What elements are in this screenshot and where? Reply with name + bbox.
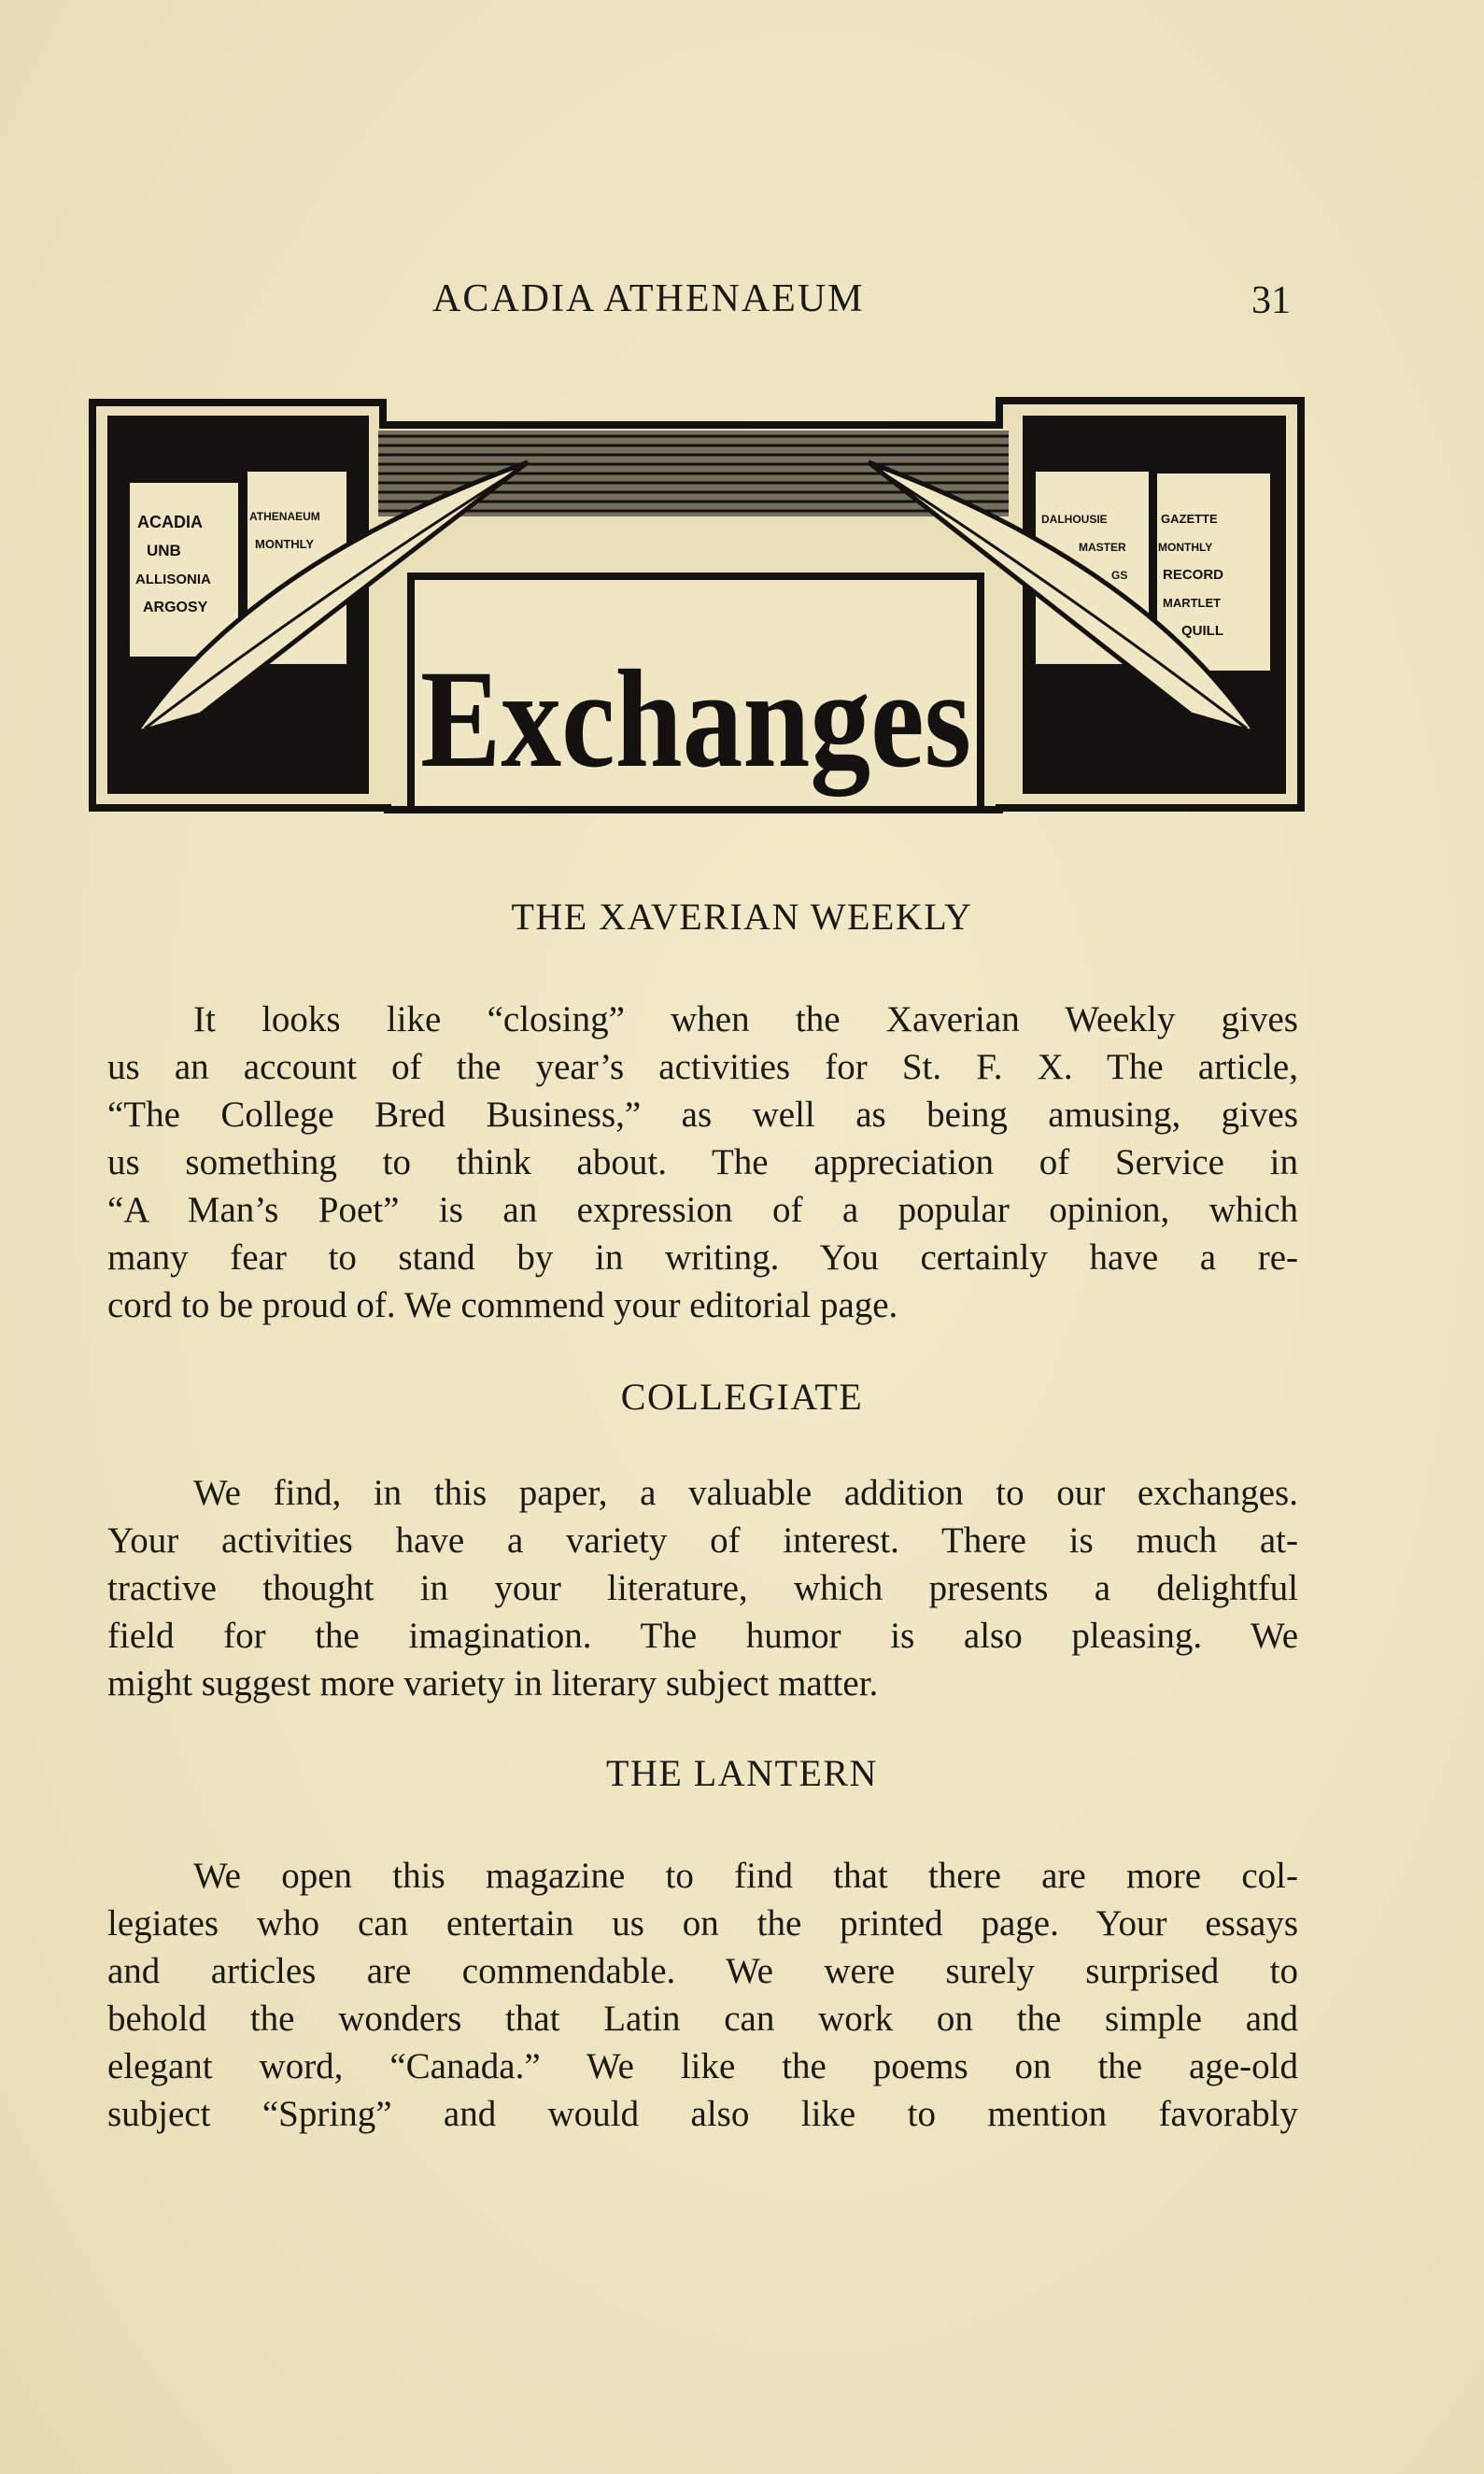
text-line: field for the imagination. The humor is also pleasing. We [107,1616,1298,1656]
text-line: us an account of the year’s activities for St. F. X. The article, [107,1047,1298,1087]
paragraph-xaverian-weekly [107,996,1298,1329]
text-line: It looks like “closing” when the Xaverian Weekly gives [193,999,1298,1039]
text-line: cord to be proud of. We commend your editorial page. [107,1285,898,1325]
running-title: ACADIA ATHENAEUM [432,277,865,320]
right-book-line-5: GS [1111,569,1128,582]
text-line: tractive thought in your literature, which presents a delightful [107,1568,1298,1608]
right-book-line-7: MARTLET [1163,596,1222,610]
right-book-line-1: DALHOUSIE [1041,513,1108,526]
page-number: 31 [1251,279,1291,322]
paragraph-collegiate [107,1469,1298,1707]
right-book-line-3: MASTER [1079,541,1126,554]
left-book-line-4: ARGOSY [143,600,208,615]
text-line: legiates who can entertain us on the printed page. Your essays [107,1903,1298,1944]
text-line: subject “Spring” and would also like to mention favorably [107,2094,1298,2134]
text-line: We find, in this paper, a valuable addition to our exchanges. [193,1473,1298,1513]
right-book-line-4: MONTHLY [1158,541,1213,554]
text-line: and articles are commendable. We were surely surprised to [107,1951,1298,1991]
text-line: many fear to stand by in writing. You certainly have a re- [107,1237,1298,1278]
text-line: We open this magazine to find that there are more col- [193,1856,1298,1896]
text-line: “A Man’s Poet” is an expression of a popular opinion, which [107,1190,1298,1230]
left-book-line-5: ATHENAEUM [249,510,320,523]
left-book-line-6: MONTHLY [255,537,315,551]
left-book-line-2: UNB [147,542,181,559]
right-book-line-8: QUILL [1181,623,1223,639]
text-line: behold the wonders that Latin can work on the simple and [107,1999,1298,2039]
left-book-line-1: ACADIA [137,513,203,531]
text-line: “The College Bred Business,” as well as being amusing, gives [107,1095,1298,1135]
exchanges-banner [89,397,1307,828]
running-header [0,276,1484,332]
left-book-line-3: ALLISONIA [135,572,211,587]
text-line: Your activities have a variety of interest. There is much at- [107,1520,1298,1561]
text-line: might suggest more variety in literary subject matter. [107,1663,879,1704]
text-line: elegant word, “Canada.” We like the poems on the age-old [107,2046,1298,2086]
banner-title: Exchanges [420,642,971,797]
section-title-xaverian-weekly: THE XAVERIAN WEEKLY [511,896,973,938]
section-title-collegiate: COLLEGIATE [620,1376,864,1418]
right-book-line-6: RECORD [1163,567,1224,583]
right-book-line-2: GAZETTE [1161,512,1218,526]
section-title-lantern: THE LANTERN [606,1752,878,1794]
paragraph-lantern [107,1852,1298,2138]
text-line: us something to think about. The appreciation of Service in [107,1142,1298,1182]
